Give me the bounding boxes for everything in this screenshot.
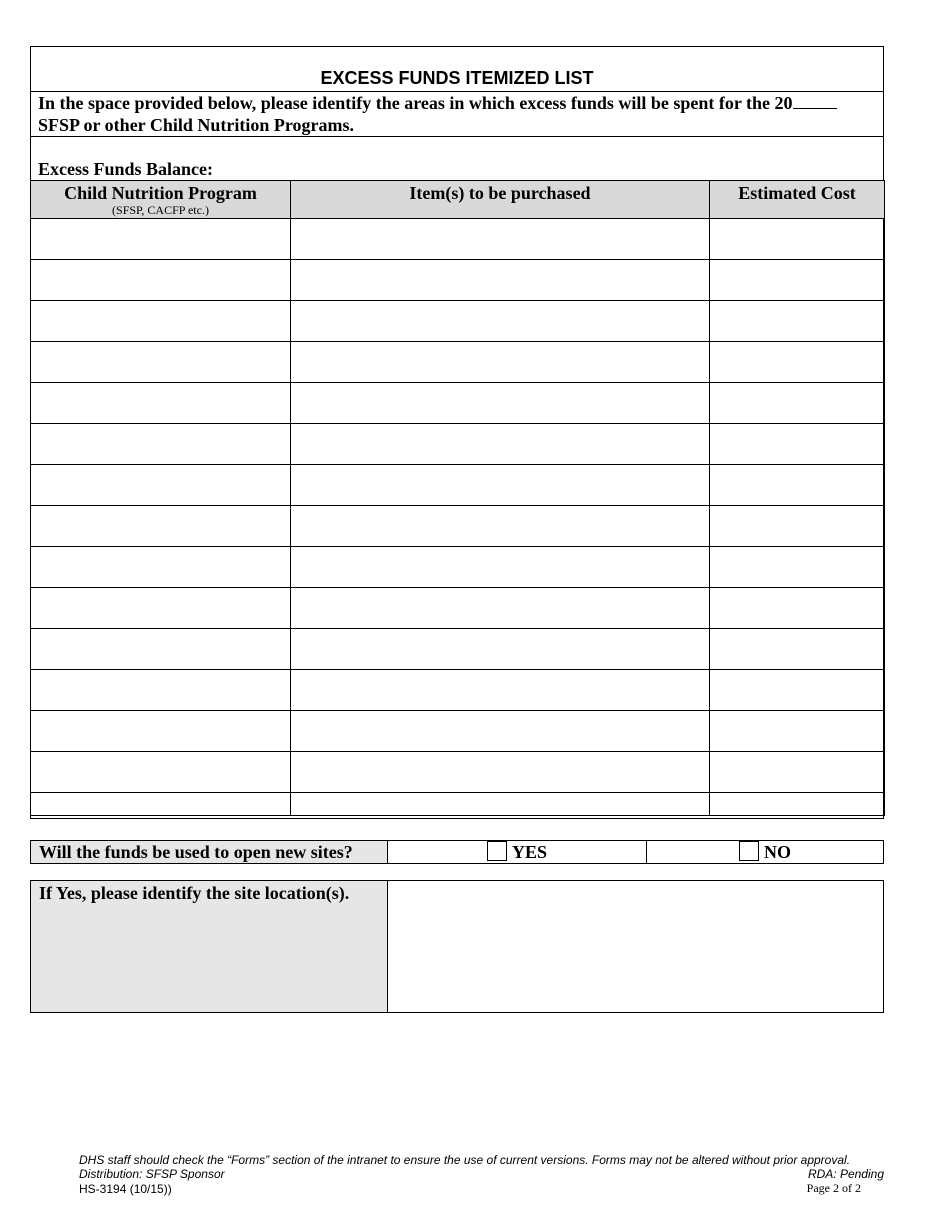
new-sites-row bbox=[30, 840, 884, 864]
items-cell[interactable] bbox=[291, 629, 710, 670]
table-row bbox=[31, 670, 885, 711]
cost-cell[interactable] bbox=[710, 629, 885, 670]
items-cell[interactable] bbox=[291, 383, 710, 424]
items-cell[interactable] bbox=[291, 260, 710, 301]
site-locations-field[interactable] bbox=[388, 881, 883, 1012]
program-cell[interactable] bbox=[31, 260, 291, 301]
items-cell[interactable] bbox=[291, 424, 710, 465]
program-cell[interactable] bbox=[31, 670, 291, 711]
items-cell[interactable] bbox=[291, 506, 710, 547]
table-row bbox=[31, 506, 885, 547]
program-cell[interactable] bbox=[31, 506, 291, 547]
program-cell[interactable] bbox=[31, 588, 291, 629]
divider bbox=[30, 136, 884, 137]
program-cell[interactable] bbox=[31, 629, 291, 670]
cost-cell[interactable] bbox=[710, 301, 885, 342]
items-cell[interactable] bbox=[291, 752, 710, 793]
column-header-sublabel: (SFSP, CACFP etc.) bbox=[112, 203, 209, 217]
cost-cell[interactable] bbox=[710, 260, 885, 301]
footer-distribution: Distribution: SFSP Sponsor bbox=[79, 1167, 225, 1181]
table-row bbox=[31, 711, 885, 752]
table-row bbox=[31, 465, 885, 506]
program-cell[interactable] bbox=[31, 301, 291, 342]
footer-notice: DHS staff should check the “Forms” section of the intranet to ensure the use of current versions. Forms may not be altered without prior approval. bbox=[79, 1153, 851, 1167]
cost-cell[interactable] bbox=[710, 219, 885, 260]
program-cell[interactable] bbox=[31, 793, 291, 816]
cost-cell[interactable] bbox=[710, 793, 885, 816]
column-header-label: Child Nutrition Program bbox=[64, 183, 257, 203]
footer-rda: RDA: Pending bbox=[807, 1167, 884, 1181]
column-header-label: Item(s) to be purchased bbox=[409, 183, 591, 203]
site-locations-question: If Yes, please identify the site location(s). bbox=[31, 881, 388, 1012]
table-header-row bbox=[31, 181, 885, 219]
cost-cell[interactable] bbox=[710, 424, 885, 465]
cost-cell[interactable] bbox=[710, 506, 885, 547]
column-header-label: Estimated Cost bbox=[738, 183, 856, 203]
program-cell[interactable] bbox=[31, 547, 291, 588]
table-row bbox=[31, 588, 885, 629]
table-row bbox=[31, 342, 885, 383]
excess-funds-balance-label: Excess Funds Balance: bbox=[38, 159, 214, 179]
year-blank[interactable] bbox=[793, 92, 837, 109]
cost-cell[interactable] bbox=[710, 752, 885, 793]
column-header-program bbox=[31, 181, 291, 219]
items-table bbox=[30, 180, 884, 816]
cost-cell[interactable] bbox=[710, 342, 885, 383]
program-cell[interactable] bbox=[31, 711, 291, 752]
items-cell[interactable] bbox=[291, 301, 710, 342]
program-cell[interactable] bbox=[31, 424, 291, 465]
items-cell[interactable] bbox=[291, 547, 710, 588]
form-title: EXCESS FUNDS ITEMIZED LIST bbox=[320, 68, 594, 88]
items-cell[interactable] bbox=[291, 588, 710, 629]
items-cell[interactable] bbox=[291, 465, 710, 506]
table-row bbox=[31, 383, 885, 424]
yes-checkbox[interactable] bbox=[487, 841, 507, 861]
new-sites-question: Will the funds be used to open new sites? bbox=[31, 841, 388, 863]
footer-form-number: HS-3194 (10/15)) bbox=[79, 1182, 172, 1196]
table-row bbox=[31, 301, 885, 342]
items-cell[interactable] bbox=[291, 670, 710, 711]
intro-part1: In the space provided below, please identify the areas in which excess funds will be spent for the 20 bbox=[38, 93, 793, 113]
cost-cell[interactable] bbox=[710, 547, 885, 588]
no-option[interactable] bbox=[739, 841, 791, 863]
cost-cell[interactable] bbox=[710, 711, 885, 752]
table-row bbox=[31, 547, 885, 588]
yes-option[interactable] bbox=[487, 841, 547, 863]
program-cell[interactable] bbox=[31, 342, 291, 383]
column-header-items bbox=[291, 181, 710, 219]
intro-part2: SFSP or other Child Nutrition Programs. bbox=[38, 115, 355, 135]
table-row bbox=[31, 260, 885, 301]
table-row bbox=[31, 793, 885, 816]
items-cell[interactable] bbox=[291, 342, 710, 383]
footer-page-number: Page 2 of 2 bbox=[806, 1181, 861, 1195]
items-cell[interactable] bbox=[291, 793, 710, 816]
items-cell[interactable] bbox=[291, 219, 710, 260]
table-row bbox=[31, 424, 885, 465]
program-cell[interactable] bbox=[31, 219, 291, 260]
column-header-cost bbox=[710, 181, 885, 219]
intro-text bbox=[38, 92, 878, 136]
no-label: NO bbox=[764, 842, 791, 862]
cost-cell[interactable] bbox=[710, 588, 885, 629]
cost-cell[interactable] bbox=[710, 383, 885, 424]
program-cell[interactable] bbox=[31, 752, 291, 793]
table-row bbox=[31, 629, 885, 670]
cost-cell[interactable] bbox=[710, 670, 885, 711]
program-cell[interactable] bbox=[31, 465, 291, 506]
table-row bbox=[31, 752, 885, 793]
table-row bbox=[31, 219, 885, 260]
cost-cell[interactable] bbox=[710, 465, 885, 506]
site-locations-block bbox=[30, 880, 884, 1013]
items-cell[interactable] bbox=[291, 711, 710, 752]
program-cell[interactable] bbox=[31, 383, 291, 424]
divider bbox=[646, 841, 647, 863]
no-checkbox[interactable] bbox=[739, 841, 759, 861]
yes-label: YES bbox=[512, 842, 548, 862]
